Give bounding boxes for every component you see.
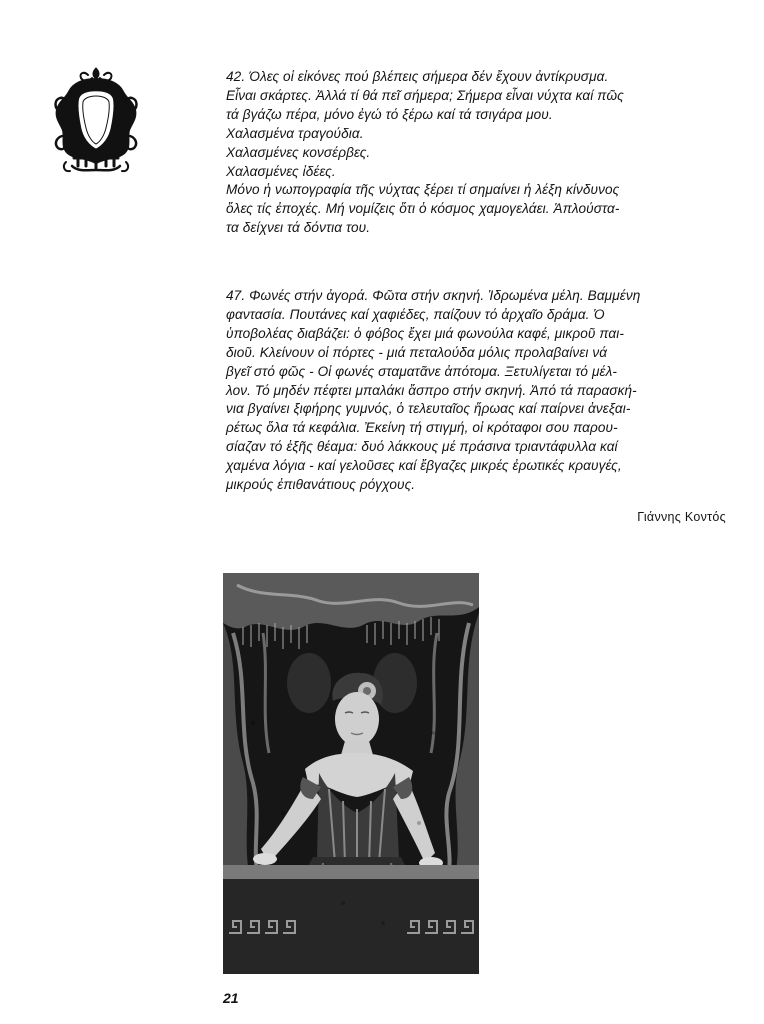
text-line: ρέτως ὅλα τά κεφάλια. Ἐκείνη τή στιγμή, οἱ κρόταφοι σου παρου- — [226, 420, 618, 436]
text-line: Χαλασμένες ἰδέες. — [226, 163, 336, 179]
paragraph-47 — [226, 287, 738, 495]
text-line: σίαζαν τό ἑξῆς θέαμα: δυό λάκκους μέ πράσινα τριαντάφυλλα καί — [226, 439, 618, 455]
stage-photograph — [223, 573, 479, 974]
text-line: 42. Όλες οἱ εἰκόνες πού βλέπεις σήμερα δέν ἔχουν ἀντίκρυσμα. — [226, 69, 609, 84]
paragraph-42 — [226, 68, 738, 238]
baroque-cartouche-icon — [52, 66, 140, 174]
text-line: μικρούς ἐπιθανάτιους ρόγχους. — [226, 477, 416, 493]
text-line: Χαλασμένα τραγούδια. — [226, 125, 364, 141]
page-number: 21 — [223, 990, 239, 1006]
text-line: νια βγαίνει ξιφήρης γυμνός, ὁ τελευταῖος ἥρωας καί παίρνει ἀνεξαι- — [226, 401, 631, 417]
text-line: διοῦ. Κλείνουν οἱ πόρτες - μιά πεταλούδα μόλις προλαβαίνει νά — [226, 344, 608, 360]
text-line: 47. Φωνές στήν ἀγορά. Φῶτα στήν σκηνή. Ἱδρωμένα μέλη. Βαμμένη — [226, 288, 641, 303]
text-line: Μόνο ἡ νωπογραφία τῆς νύχτας ξέρει τί σημαίνει ἡ λέξη κίνδυνος — [226, 182, 620, 198]
text-line: Εἶναι σκάρτες. Ἀλλά τί θά πεῖ σήμερα; Σήμερα εἶναι νύχτα καί πῶς — [226, 87, 624, 103]
text-line: τα δείχνει τά δόντια του. — [226, 220, 371, 236]
text-line: τά βγάζω πέρα, μόνο ἐγώ τό ξέρω καί τά τσιγάρα μου. — [226, 106, 553, 122]
text-line: ὑποβολέας διαβάζει: ὁ φόβος ἔχει μιά φωνούλα καφέ, μικροῦ παι- — [226, 325, 624, 341]
text-line: βγεῖ στό φῶς - Οἱ φωνές σταματᾶνε ἀπότομα. Ξετυλίγεται τό μέλ- — [226, 363, 617, 379]
text-line: λον. Τό μηδέν πέφτει μπαλάκι ἄσπρο στήν σκηνή. Ἀπό τά παρασκή- — [226, 382, 637, 398]
text-line: φαντασία. Πουτάνες καί χαφιέδες, παίζουν τό ἀρχαῖο δράμα. Ὁ — [226, 306, 605, 322]
text-line: χαμένα λόγια - καί γελοῦσες καί ἔβγαζες μικρές ἐρωτικές κραυγές, — [226, 458, 622, 474]
text-line: Χαλασμένες κονσέρβες. — [226, 144, 371, 160]
text-line: ὅλες τίς ἐποχές. Μή νομίζεις ὅτι ὁ κόσμος χαμογελάει. Ἁπλούστα- — [226, 201, 620, 217]
author-signature: Γιάννης Κοντός — [637, 510, 726, 524]
